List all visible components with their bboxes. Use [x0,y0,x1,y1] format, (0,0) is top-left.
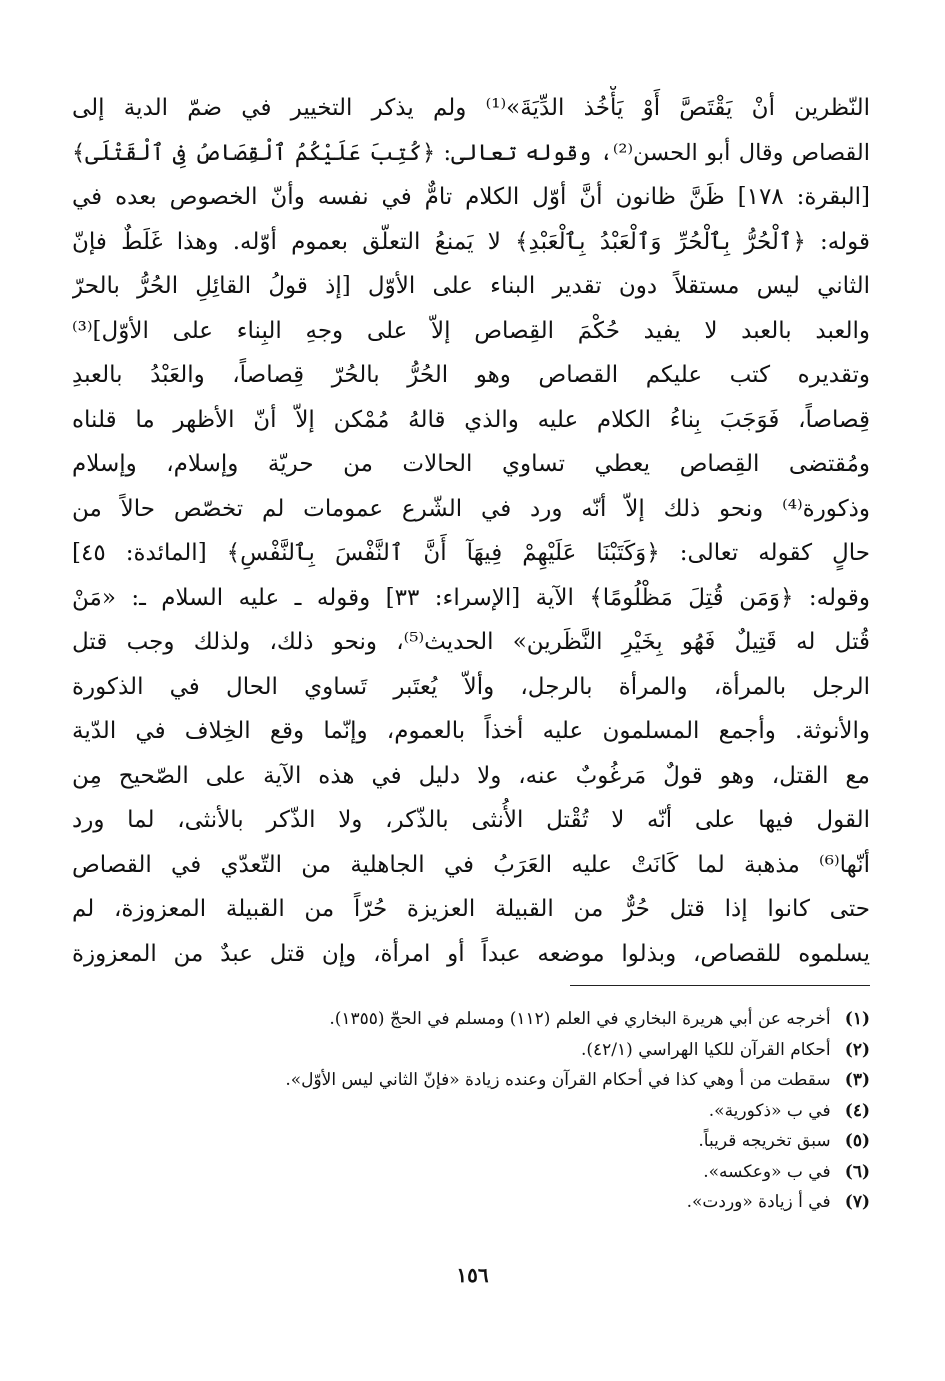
footnote [100,1035,870,1066]
footnote [100,1096,870,1127]
footnote-text: سبق تخريجه قريباً. [698,1131,831,1151]
text-line: القصاص وقال أبو الحسن⁽²⁾، وقوله تعالى: ﴿كُتِبَ عَلَيْكُمُ ٱلْقِصَاصُ فِى ٱلْقَتْلَى﴾ [72,139,870,166]
footnote-divider [570,985,870,986]
text-line: الرجل بالمرأة، والمرأة بالرجل، وألاّ يُعتَبر تَساوي الحال في الذكورة [72,673,870,700]
text-line: الثاني ليس مستقلاً دون تقدير البناء على الأوّل [إذ قولُ القائِلِ الحُرُّ بالحرّ [72,273,870,299]
text-line: والأنوثة. وأجمع المسلمون عليه أخذاً بالعموم، وإنّما وقع الخِلاف في الدّية [72,718,870,744]
text-line: والعبد بالعبد لا يفيد حُكْمَ القِصاص إلاّ على وجهِ البِناء على الأوّل]⁽³⁾ [72,317,870,344]
footnotes [100,1004,870,1218]
footnote-text: أحكام القرآن للكيا الهراسي (٤٢/١). [580,1039,831,1060]
footnote [100,1065,870,1096]
text-line: النّظرين أنْ يَقْتَصَّ أَوْ يَأْخُذ الدِّيَةَ»⁽¹⁾ ولم يذكر التخيير في ضمّ الدية إلى [72,95,870,121]
footnote-text: في أ زيادة «وردت». [686,1192,831,1212]
text-line: حالٍ كقوله تعالى: ﴿وَكَتَبْنَا عَلَيْهِمْ فِيهَآ أَنَّ ٱلنَّفْسَ بِٱلنَّفْسِ﴾ [المائدة: ٤٥] [72,540,870,566]
footnote [100,1126,870,1157]
text-line: وتقديره كتب عليكم القصاص وهو الحُرُّ بالحُرّ قِصاصاً، والعَبْدُ بالعبدِ [72,362,870,388]
footnote [100,1004,870,1035]
footnote-text: سقطت من أ وهي كذا في أحكام القرآن وعنده زيادة «فإنّ الثاني ليس الأوّل». [285,1070,831,1090]
text-line: وذكورة⁽⁴⁾ ونحو ذلك إلاّ أنّه ورد في الشّرع عمومات لم تخصّص حالاً من [72,495,870,522]
text-line: قِصاصاً، فَوَجَبَ بِناءُ الكلام عليه والذي قالهُ مُمْكن إلاّ أنّ الأظهر ما قلناه [72,406,870,433]
text-line: يسلموه للقصاص، وبذلوا موضعه عبداً أو امرأة، وإن قتل عبدٌ من المعزوزة [72,940,870,967]
text-line: [البقرة: ١٧٨] ظَنَّ ظانون أنَّ أوّل الكلام تامٌّ في نفسه وأنّ الخصوص بعده في [72,184,870,210]
footnote [100,1187,870,1218]
footnote-number: (٥) [844,1131,870,1151]
text-line: القول فيها على أنّه لا تُقْتل الأُنثى بالذّكر، ولا الذّكر بالأنثى، لما ورد [72,807,870,833]
footnote-number: (٦) [844,1161,870,1182]
text-line: مع القتل، وهو قولٌ مَرغُوبٌ عنه، ولا دليل في هذه الآية على الصّحيح مِن [72,762,870,789]
footnote-text: في ب «ذكورية». [708,1100,831,1121]
page-number: ١٥٦ [456,1263,489,1287]
footnote-text: أخرجه عن أبي هريرة البخاري في العلم (١١٢) ومسلم في الحجّ (١٣٥٥). [329,1009,831,1029]
footnote-text: في ب «وعكسه». [703,1161,831,1182]
text-line: قوله: ﴿ٱلْحُرُّ بِٱلْحُرِّ وَٱلْعَبْدُ بِٱلْعَبْدِ﴾ لا يَمنعُ التعلّق بعموم أوّله. وهذا غَلَطٌ فإنّ [72,228,870,255]
text-line: قُتل له قَتِيلٌ فَهُو بِخَيْرِ النَّظَرين» الحديث⁽⁵⁾، ونحو ذلك، ولذلك وجب قتل [72,629,870,655]
text-line: وقوله: ﴿وَمَن قُتِلَ مَظْلُومًا﴾ الآية [الإسراء: ٣٣] وقوله ـ عليه السلام ـ: «مَنْ [72,584,870,611]
text-line: أنّها⁽⁶⁾ مذهبة لما كَانَتْ عليه العَرَبُ في الجاهلية من التّعدّي في القصاص [72,851,870,878]
text-line: حتى كانوا إذا قتل حُرٌّ من القبيلة العزيزة حُرّاً من القبيلة المعزوزة، لم [72,896,870,922]
main-text [72,86,870,976]
text-line: ومُقتضى القِصاص يعطي تساوي الحالات من حريّة وإسلام، وإسلام [72,451,870,477]
footnote-number: (٢) [844,1039,870,1060]
footnote-number: (٣) [844,1070,870,1090]
footnote-number: (١) [844,1009,870,1029]
footnote [100,1157,870,1188]
footnote-number: (٧) [844,1192,870,1212]
footnote-number: (٤) [844,1100,870,1121]
